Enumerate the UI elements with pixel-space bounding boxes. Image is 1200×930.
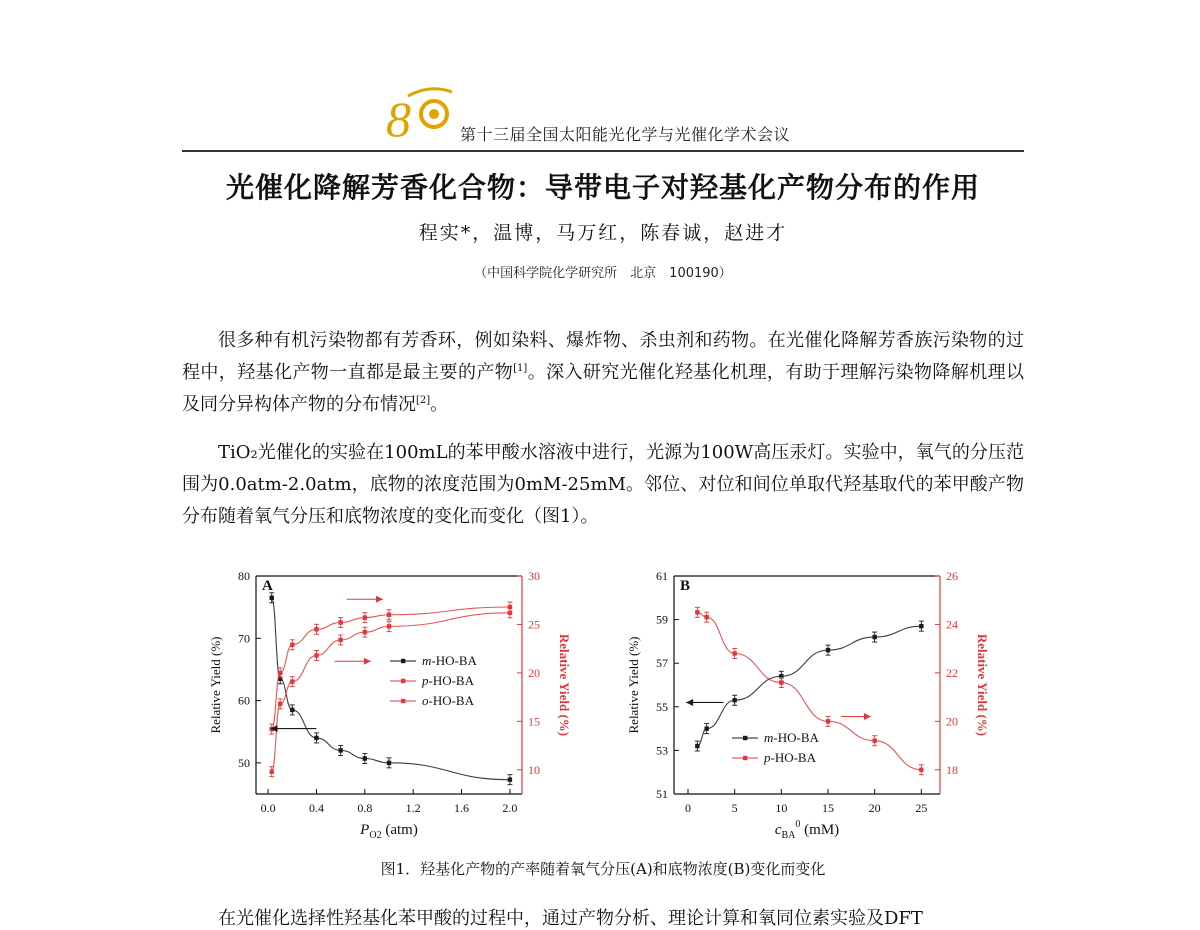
- data-point-o-HO-BA: [338, 638, 342, 642]
- logo-dot: [429, 109, 439, 119]
- y-right-tick-label: 10: [528, 762, 540, 777]
- figure-caption: 图1．羟基化产物的产率随着氧气分压(A)和底物浓度(B)变化而变化: [380, 860, 826, 878]
- legend-swatch-marker: [401, 659, 405, 663]
- y-left-tick-label: 60: [238, 693, 250, 708]
- legend-label-rest: -HO-BA: [431, 653, 477, 668]
- panel-letter: A: [262, 578, 273, 594]
- legend-label-italic: m: [422, 653, 432, 668]
- legend-label-m-HO-BA: [422, 653, 477, 668]
- y-right-tick-label: 20: [946, 714, 958, 729]
- data-point-o-HO-BA: [314, 653, 318, 657]
- x-axis-title: [359, 822, 418, 841]
- y-right-axis-title: Relative Yield (%): [557, 633, 572, 737]
- data-point-p-HO-BA: [290, 643, 294, 647]
- author-list: 程实*，温博，马万红，陈春诚，赵进才: [418, 222, 788, 244]
- series-line-o-HO-BA: [272, 613, 510, 772]
- x-axis-title-symbol: P: [360, 822, 370, 838]
- data-point-m-HO-BA: [387, 761, 391, 765]
- paragraph-1-part-c: 。: [430, 394, 449, 415]
- affiliation: （中国科学院化学研究所 北京 100190）: [474, 266, 732, 281]
- paper-title: 光催化降解芳香化合物：导带电子对羟基化产物分布的作用: [225, 171, 980, 204]
- data-point-o-HO-BA: [387, 624, 391, 628]
- legend-swatch-marker: [743, 756, 747, 760]
- header-rule: [182, 150, 1024, 152]
- y-left-tick-label: 51: [656, 787, 668, 801]
- paragraph-1-part-b: 。深入研究光催化羟基化机理，有助于理解污染物降解机理以及同分异构体产物的分布情况: [182, 362, 1025, 415]
- logo-swoosh: [408, 89, 452, 96]
- y-right-tick-label: 22: [946, 665, 958, 680]
- legend-label-italic: o: [422, 693, 429, 708]
- data-point-p-HO-BA: [363, 615, 367, 619]
- axis-arrow-head: [864, 713, 871, 720]
- data-point-m-HO-BA: [872, 635, 876, 639]
- y-right-tick-label: 26: [946, 569, 958, 583]
- data-point-m-HO-BA: [363, 756, 367, 760]
- axis-arrow-head: [686, 699, 693, 706]
- legend-label-italic: p: [764, 750, 771, 765]
- x-tick-label: 0: [685, 801, 691, 815]
- y-left-tick-label: 50: [238, 755, 250, 770]
- y-left-tick-label: 70: [238, 631, 250, 646]
- data-point-m-HO-BA: [704, 726, 708, 730]
- x-axis-title-symbol: c: [774, 822, 782, 838]
- data-point-o-HO-BA: [363, 630, 367, 634]
- legend-swatch-marker: [743, 736, 747, 740]
- legend-swatch-marker: [401, 699, 405, 703]
- x-tick-label: 2.0: [502, 801, 518, 815]
- paragraph-2: TiO₂光催化的实验在100mL的苯甲酸水溶液中进行，光源为100W高压汞灯。实验中，氧气的分压范围为0.0atm-2.0atm，底物的浓度范围为0mM-25mM。邻位、对位和间位单取代羟基取代的苯甲酸产物分布随着氧气分压和底物浓度的变化而变化（图1）。: [182, 442, 1024, 527]
- panel-letter: B: [680, 578, 691, 594]
- x-axis-title-subscript: BA: [781, 830, 796, 841]
- y-left-tick-label: 59: [656, 612, 668, 627]
- data-point-p-HO-BA: [387, 613, 391, 617]
- data-point-m-HO-BA: [314, 736, 318, 740]
- chart-panel-a: [208, 569, 572, 841]
- data-point-m-HO-BA: [270, 596, 274, 600]
- x-axis-title-subscript: O2: [369, 830, 382, 841]
- y-left-tick-label: 80: [238, 569, 250, 583]
- y-left-axis-title: Relative Yield (%): [208, 636, 223, 734]
- citation-2[interactable]: [2]: [416, 395, 431, 406]
- paragraph-1: [182, 325, 1024, 421]
- y-right-tick-label: 15: [528, 714, 540, 729]
- data-point-m-HO-BA: [338, 748, 342, 752]
- data-point-o-HO-BA: [290, 679, 294, 683]
- data-point-p-HO-BA: [278, 671, 282, 675]
- legend-label-o-HO-BA: [422, 693, 475, 708]
- data-point-m-HO-BA: [826, 648, 830, 652]
- data-point-o-HO-BA: [508, 611, 512, 615]
- series-line-m-HO-BA: [697, 626, 921, 746]
- data-point-p-HO-BA: [338, 620, 342, 624]
- data-point-m-HO-BA: [695, 744, 699, 748]
- y-right-tick-label: 24: [946, 617, 958, 632]
- data-point-p-HO-BA: [919, 768, 923, 772]
- legend-label-p-HO-BA: [421, 673, 475, 688]
- x-tick-label: 0.0: [260, 801, 276, 815]
- conference-logo: [380, 84, 460, 144]
- data-point-p-HO-BA: [826, 719, 830, 723]
- y-left-tick-label: 55: [656, 699, 668, 714]
- y-left-tick-label: 53: [656, 743, 668, 758]
- x-axis-title-unit: (atm): [381, 822, 418, 838]
- y-left-tick-label: 61: [656, 569, 668, 583]
- legend-label-rest: -HO-BA: [428, 673, 474, 688]
- x-axis-title: [775, 819, 839, 841]
- logo-digit-8: 8: [386, 91, 411, 144]
- legend-label-rest: -HO-BA: [428, 693, 474, 708]
- x-tick-label: 0.4: [308, 801, 324, 815]
- data-point-p-HO-BA: [732, 651, 736, 655]
- data-point-p-HO-BA: [779, 680, 783, 684]
- legend-label-m-HO-BA: [764, 730, 819, 745]
- legend-label-italic: p: [422, 673, 429, 688]
- x-tick-label: 0.8: [357, 801, 373, 815]
- axis-arrow-head: [364, 658, 371, 665]
- y-right-tick-label: 30: [528, 569, 540, 583]
- x-tick-label: 5: [731, 801, 738, 815]
- data-point-o-HO-BA: [278, 702, 282, 706]
- data-point-m-HO-BA: [732, 698, 736, 702]
- y-right-tick-label: 25: [528, 617, 540, 632]
- legend-label-p-HO-BA: [763, 750, 817, 765]
- x-tick-label: 20: [868, 801, 881, 815]
- paragraph-3-start: 在光催化选择性羟基化苯甲酸的过程中，通过产物分析、理论计算和氧同位素实验及DFT: [218, 908, 923, 929]
- y-right-tick-label: 20: [528, 665, 540, 680]
- legend-label-rest: -HO-BA: [773, 730, 819, 745]
- chart-panel-b: [626, 569, 990, 841]
- x-tick-label: 15: [822, 801, 834, 815]
- data-point-p-HO-BA: [314, 627, 318, 631]
- paragraph-1-part-a: 很多种有机污染物都有芳香环，例如染料、爆炸物、杀虫剂和药物。在光催化降解芳香族污染物的过程中，羟基化产物一直都是最主要的产物: [182, 330, 1024, 383]
- figure-1: [200, 560, 1000, 852]
- x-axis-title-unit: (mM): [800, 822, 840, 838]
- legend-label-rest: -HO-BA: [770, 750, 816, 765]
- y-right-tick-label: 18: [946, 762, 958, 777]
- x-tick-label: 1.2: [405, 801, 421, 815]
- axis-arrow-head: [376, 596, 383, 603]
- x-tick-label: 1.6: [454, 801, 470, 815]
- data-point-m-HO-BA: [508, 777, 512, 781]
- data-point-p-HO-BA: [695, 610, 699, 614]
- data-point-p-HO-BA: [872, 739, 876, 743]
- legend-swatch-marker: [401, 679, 405, 683]
- x-axis-title-superscript: 0: [795, 819, 801, 830]
- conference-name: 第十三届全国太阳能光化学与光催化学术会议: [460, 125, 791, 144]
- legend-label-italic: m: [764, 730, 774, 745]
- y-left-axis-title: Relative Yield (%): [626, 636, 641, 734]
- y-right-axis-title: Relative Yield (%): [975, 633, 990, 737]
- x-tick-label: 25: [915, 801, 928, 815]
- data-point-p-HO-BA: [704, 615, 708, 619]
- citation-1[interactable]: [1]: [513, 363, 528, 374]
- x-tick-label: 10: [775, 801, 788, 815]
- data-point-m-HO-BA: [919, 624, 923, 628]
- y-left-tick-label: 57: [656, 656, 668, 671]
- data-point-o-HO-BA: [270, 770, 274, 774]
- data-point-m-HO-BA: [290, 708, 294, 712]
